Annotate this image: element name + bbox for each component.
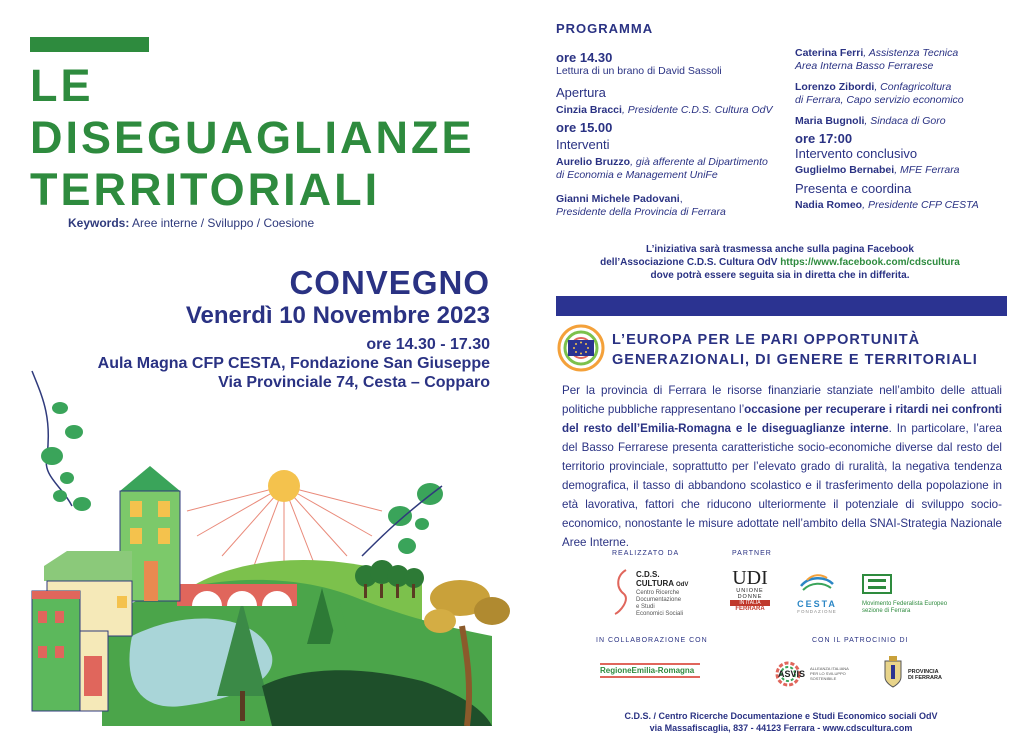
cds-odv: OdV	[676, 582, 689, 588]
realizzato-caption: REALIZZATO DA	[612, 550, 680, 557]
apertura-heading: Apertura	[556, 85, 606, 100]
europa-title-line-2: GENERAZIONALI, DI GENERE E TERRITORIALI	[612, 352, 978, 368]
cds-subtitle	[636, 590, 683, 618]
udi-logo	[730, 568, 770, 618]
udi-big: UDI	[732, 567, 768, 589]
speaker-ferri-role-1: , Assistenza Tecnica	[863, 47, 959, 59]
vine-leaves	[41, 402, 91, 511]
fb-line-1: L’iniziativa sarà trasmessa anche sulla pagina Facebook	[646, 244, 914, 255]
speaker-padovani	[556, 193, 786, 219]
regione-name: RegioneEmilia-Romagna	[600, 666, 695, 675]
keywords-text: Aree interne / Sviluppo / Coesione	[129, 216, 315, 230]
speaker-zibordi-role-2: di Ferrara, Capo servizio economico	[795, 94, 964, 106]
partner-caption: PARTNER	[732, 550, 772, 557]
reading-item: Lettura di un brano di David Sassoli	[556, 65, 722, 77]
mfe-logo	[862, 574, 962, 614]
speaker-bruzzo-role-2: di Economia e Management UniFe	[556, 169, 718, 181]
cesta-name: CESTA	[797, 599, 837, 609]
patrocinio-caption: CON IL PATROCINIO DI	[812, 637, 909, 644]
program-heading: PROGRAMMA	[556, 21, 654, 36]
speaker-bugnoli-name: Maria Bugnoli	[795, 115, 865, 127]
mfe-line-1: Movimento Federalista Europeo	[862, 601, 948, 607]
europa-title	[612, 330, 978, 370]
time-17-00: ore 17:00	[795, 131, 853, 146]
cds-cultura-logo	[612, 568, 702, 618]
udi-line-4: FERRARA	[735, 606, 765, 612]
speaker-ferri-role-2: Area Interna Basso Ferrarese	[795, 60, 934, 72]
asvis-name: ASVIS	[778, 669, 806, 679]
cds-sub-4: Economici Sociali	[636, 611, 684, 617]
speaker-ferri	[795, 47, 1010, 73]
body-part-1: Per la provincia di Ferrara le risorse finanziarie stanziate nell’ambito delle attuali politiche pubbliche rappresentano l’	[562, 384, 1002, 416]
venue-line-1: Aula Magna CFP CESTA, Fondazione San Giuseppe	[97, 355, 490, 372]
collaborazione-caption: IN COLLABORAZIONE CON	[596, 637, 708, 644]
cds-sub-2: Documentazione	[636, 597, 682, 603]
keywords	[68, 216, 314, 230]
provincia-logo	[882, 655, 952, 695]
village-landscape-illustration	[22, 366, 520, 726]
udi-line-3: IN ITALIA	[730, 600, 770, 606]
udi-line-1: UNIONE	[736, 588, 764, 594]
body-part-2: . In particolare, l’area del Basso Ferrarese presenta caratteristiche socio-economiche diverse dal resto del territorio provinciale, soprattutto per l’elevato grado di ruralità, la negativa tendenza demografica, il tasso di abbandono scolastico e il trasferimento della popolazione in età lavorativa, fattori che riducono ulteriormente il potenziale di sviluppo socio-economico, nonostante le misure adottate nell’ambito della SNAI-Strategia Nazionale Aree Interne.	[562, 422, 1003, 549]
time-15-00: ore 15.00	[556, 120, 613, 135]
speaker-padovani-role: Presidente della Provincia di Ferrara	[556, 206, 726, 218]
title-line-1: LE	[30, 60, 94, 111]
speaker-romeo-name: Nadia Romeo	[795, 199, 863, 211]
event-date: Venerdì 10 Novembre 2023	[185, 302, 490, 329]
asvis-sub-1: ALLEANZA ITALIANA	[810, 666, 849, 671]
speaker-zibordi-name: Lorenzo Zibordi	[795, 81, 875, 93]
footer	[556, 710, 1006, 734]
section-divider-bar	[556, 296, 1007, 316]
speaker-bernabei	[795, 164, 1010, 177]
mfe-flag-icon	[862, 574, 892, 594]
speaker-zibordi-role-1: , Confagricoltura	[874, 81, 952, 93]
europe-flag-logo	[556, 323, 606, 373]
provincia-crest-icon	[882, 655, 904, 689]
presenta-heading: Presenta e coordina	[795, 181, 912, 196]
speaker-bugnoli	[795, 115, 1010, 128]
speaker-bruzzo-role-1: , già afferente al Dipartimento	[630, 156, 768, 168]
page-title	[30, 60, 510, 216]
cds-symbol-icon	[612, 568, 632, 616]
regione-bottom-line	[600, 676, 700, 678]
speaker-padovani-name: Gianni Michele Padovani	[556, 193, 680, 205]
conclusivo-heading: Intervento conclusivo	[795, 146, 918, 161]
asvis-sub-2: PER LO SVILUPPO	[810, 671, 846, 676]
title-line-2: DISEGUAGLIANZE	[30, 112, 475, 163]
speaker-bracci-name: Cinzia Bracci	[556, 104, 622, 116]
provincia-line-2: DI FERRARA	[908, 675, 942, 681]
vine-stem	[32, 371, 72, 506]
body-part-bold: occasione per recuperare i ritardi nei confronti del resto dell’Emilia-Romagna e le diseguaglianze interne	[562, 403, 1002, 435]
keywords-label: Keywords:	[68, 216, 130, 230]
bridge	[177, 584, 297, 606]
time-14-30: ore 14.30	[556, 50, 613, 65]
speaker-bernabei-name: Guglielmo Bernabei	[795, 164, 895, 176]
cesta-wave-icon	[799, 572, 835, 594]
fb-line-3: dove potrà essere seguita sia in diretta che in differita.	[650, 270, 910, 281]
speaker-ferri-name: Caterina Ferri	[795, 47, 864, 59]
interventi-heading: Interventi	[556, 137, 610, 152]
comma: ,	[679, 193, 683, 205]
program-column-2	[795, 47, 1010, 212]
cds-line-1: C.D.S.	[636, 570, 660, 579]
asvis-sub-3: SOSTENIBILE	[810, 676, 837, 681]
cesta-logo	[792, 572, 842, 618]
europa-body-text	[562, 381, 1002, 552]
cds-sub-1: Centro Ricerche	[636, 590, 680, 596]
provincia-line-1: PROVINCIA	[908, 669, 939, 675]
title-accent-bar	[30, 37, 149, 52]
speaker-romeo-role: , Presidente CFP CESTA	[862, 199, 979, 211]
facebook-link[interactable]: https://www.facebook.com/cdscultura	[780, 257, 960, 268]
cds-sub-3: e Studi	[636, 604, 655, 610]
program-column-1	[556, 50, 786, 219]
speaker-bugnoli-role: , Sindaca di Goro	[864, 115, 946, 127]
cds-line-2: CULTURA	[636, 579, 674, 588]
title-line-3: TERRITORIALI	[30, 164, 381, 215]
venue-line-2: Via Provinciale 74, Cesta – Copparo	[218, 374, 490, 391]
speaker-bracci-role: , Presidente C.D.S. Cultura OdV	[621, 104, 773, 116]
speaker-bruzzo	[556, 156, 786, 182]
fb-line-2: dell’Associazione C.D.S. Cultura OdV	[600, 257, 781, 268]
europa-title-line-1: L’EUROPA PER LE PARI OPPORTUNITÀ	[612, 332, 921, 348]
provincia-name	[908, 669, 942, 681]
footer-line-1: C.D.S. / Centro Ricerche Documentazione e Studi Economico sociali OdV	[624, 711, 938, 721]
mfe-line-2: sezione di Ferrara	[862, 608, 911, 614]
cesta-sub: FONDAZIONE	[797, 609, 837, 614]
speaker-bracci	[556, 104, 786, 117]
udi-line-2: DONNE	[737, 594, 763, 600]
asvis-logo	[774, 660, 854, 692]
speaker-bernabei-role: , MFE Ferrara	[894, 164, 960, 176]
asvis-sub	[810, 666, 849, 681]
right-vine-leaves	[388, 483, 443, 554]
speaker-bruzzo-name: Aurelio Bruzzo	[556, 156, 631, 168]
sun-icon	[268, 470, 300, 502]
facebook-note	[560, 243, 1000, 282]
speaker-zibordi	[795, 81, 1010, 107]
speaker-romeo	[795, 199, 1010, 212]
event-time: ore 14.30 - 17.30	[366, 336, 490, 353]
cds-name	[636, 570, 688, 590]
regione-logo	[600, 663, 700, 679]
footer-line-2: via Massafiscaglia, 837 - 44123 Ferrara - www.cdscultura.com	[649, 723, 913, 733]
convegno-heading: CONVEGNO	[289, 264, 490, 301]
